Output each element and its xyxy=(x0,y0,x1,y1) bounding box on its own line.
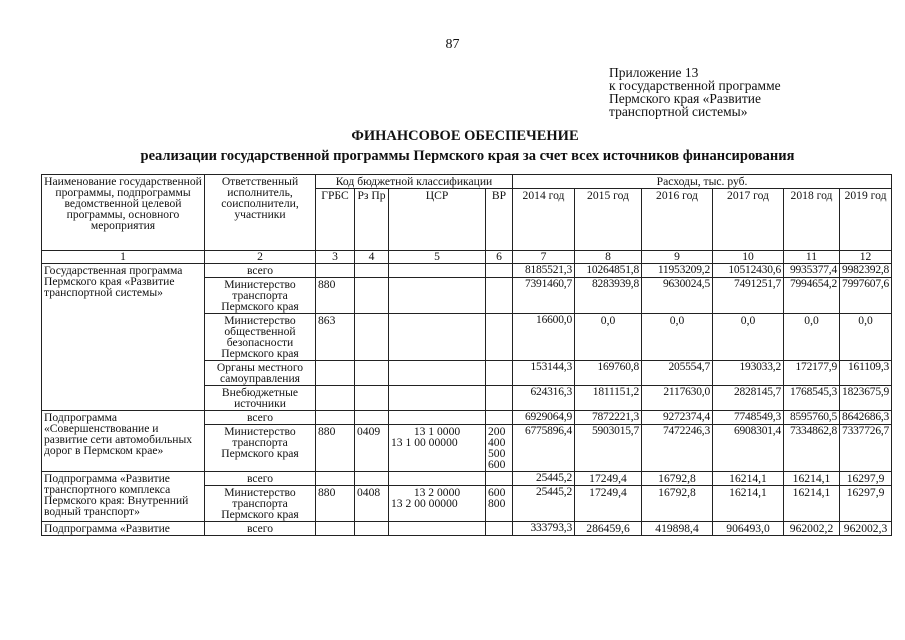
value-cell: 16214,1 xyxy=(784,486,840,522)
value-cell: 6775896,4 xyxy=(513,425,575,472)
appendix-line: Пермского края «Развитие xyxy=(609,91,761,106)
header-year-2016: 2016 год xyxy=(642,189,713,251)
value-cell: 205554,7 xyxy=(642,361,713,386)
grbs-cell: 880 xyxy=(316,425,355,472)
csr-code: 13 2 00 00000 xyxy=(391,497,458,510)
grbs-cell: 863 xyxy=(316,314,355,361)
value-cell: 161109,3 xyxy=(840,361,892,386)
value-cell: 9630024,5 xyxy=(642,278,713,314)
value-cell: 962002,3 xyxy=(840,522,892,536)
header-name: Наименование государственной программы, подпрограммы ведомственной целевой программы, основного мероприятия xyxy=(42,175,205,251)
col-index: 6 xyxy=(486,251,513,264)
document-subtitle: реализации государственной программы Пермского края за счет всех источников финансирования xyxy=(140,148,795,164)
value-cell: 8185521,3 xyxy=(513,264,575,278)
table-row xyxy=(42,522,892,536)
header-expenses: Расходы, тыс. руб. xyxy=(513,175,892,189)
header-grbs: ГРБС xyxy=(316,189,355,251)
value-cell: 193033,2 xyxy=(713,361,784,386)
value-cell: 16214,1 xyxy=(713,486,784,522)
value-cell: 169760,8 xyxy=(575,361,642,386)
value-cell: 962002,2 xyxy=(784,522,840,536)
value-cell: 1811151,2 xyxy=(575,386,642,411)
value-cell: 1823675,9 xyxy=(840,386,892,411)
col-index: 12 xyxy=(840,251,892,264)
value-cell: 0,0 xyxy=(784,314,840,361)
value-cell: 624316,3 xyxy=(513,386,575,411)
grbs-cell: 880 xyxy=(316,278,355,314)
vr-code: 200 xyxy=(488,425,506,438)
header-year-2018: 2018 год xyxy=(784,189,840,251)
value-cell: 0,0 xyxy=(840,314,892,361)
col-index: 1 xyxy=(42,251,205,264)
value-cell: 10512430,6 xyxy=(713,264,784,278)
value-cell: 8642686,3 xyxy=(840,411,892,425)
value-cell: 7491251,7 xyxy=(713,278,784,314)
vr-code: 800 xyxy=(488,497,506,510)
col-index: 5 xyxy=(389,251,486,264)
rzpr-cell: 0409 xyxy=(355,425,389,472)
value-cell: 16297,9 xyxy=(840,486,892,522)
value-cell: 333793,3 xyxy=(513,522,575,536)
appendix-line: Приложение 13 xyxy=(609,65,699,80)
value-cell: 16792,8 xyxy=(642,486,713,522)
header-year-2019: 2019 год xyxy=(840,189,892,251)
value-cell: 16792,8 xyxy=(642,472,713,486)
executor-cell: Министерство транспорта Пермского края xyxy=(205,278,316,314)
subprogram-name: Подпрограмма «Развитие xyxy=(42,522,205,536)
col-index: 11 xyxy=(784,251,840,264)
header-kbk: Код бюджетной классификации xyxy=(316,175,513,189)
vr-code: 600 xyxy=(488,458,506,471)
value-cell: 0,0 xyxy=(642,314,713,361)
rzpr-cell: 0408 xyxy=(355,486,389,522)
document-title: ФИНАНСОВОЕ ОБЕСПЕЧЕНИЕ xyxy=(351,128,579,144)
value-cell: 153144,3 xyxy=(513,361,575,386)
executor-cell: Министерство транспорта Пермского края xyxy=(205,425,316,472)
col-index: 10 xyxy=(713,251,784,264)
value-cell: 16600,0 xyxy=(513,314,575,361)
vr-code: 500 xyxy=(488,447,506,460)
executor-cell: Министерство транспорта Пермского края xyxy=(205,486,316,522)
executor-cell: всего xyxy=(205,411,316,425)
value-cell: 7391460,7 xyxy=(513,278,575,314)
col-index: 8 xyxy=(575,251,642,264)
executor-cell: всего xyxy=(205,522,316,536)
value-cell: 25445,2 xyxy=(513,472,575,486)
value-cell: 16297,9 xyxy=(840,472,892,486)
executor-cell: Органы местного самоуправления xyxy=(205,361,316,386)
value-cell: 9982392,8 xyxy=(840,264,892,278)
executor-cell: всего xyxy=(205,472,316,486)
subprogram-name: Подпрограмма «Развитие транспортного комплекса Пермского края: Внутренний водный транспорт» xyxy=(42,472,205,522)
csr-code: 13 2 0000 xyxy=(413,486,461,499)
col-index: 3 xyxy=(316,251,355,264)
financing-table xyxy=(41,174,892,536)
value-cell: 2828145,7 xyxy=(713,386,784,411)
value-cell: 10264851,8 xyxy=(575,264,642,278)
header-year-2017: 2017 год xyxy=(713,189,784,251)
value-cell: 7994654,2 xyxy=(784,278,840,314)
subprogram-name: Подпрограмма «Совершенствование и развитие сети автомобильных дорог в Пермском крае» xyxy=(42,411,205,472)
value-cell: 7997607,6 xyxy=(840,278,892,314)
header-vr: ВР xyxy=(486,189,513,251)
appendix-line: транспортной системы» xyxy=(609,104,748,119)
table-row xyxy=(42,472,892,486)
vr-code: 400 xyxy=(488,436,506,449)
csr-cell xyxy=(389,486,486,522)
value-cell: 9272374,4 xyxy=(642,411,713,425)
header-rzpr: Рз Пр xyxy=(355,189,389,251)
header-executor: Ответственный исполнитель, соисполнители, участники xyxy=(205,175,316,251)
value-cell: 5903015,7 xyxy=(575,425,642,472)
value-cell: 0,0 xyxy=(575,314,642,361)
appendix-note xyxy=(609,66,781,118)
executor-cell: Внебюджетные источники xyxy=(205,386,316,411)
value-cell: 17249,4 xyxy=(575,472,642,486)
col-index: 2 xyxy=(205,251,316,264)
col-index: 9 xyxy=(642,251,713,264)
csr-code: 13 1 0000 xyxy=(413,425,461,438)
table-row xyxy=(42,411,892,425)
vr-cell xyxy=(486,425,513,472)
vr-cell xyxy=(486,486,513,522)
value-cell: 6929064,9 xyxy=(513,411,575,425)
grbs-cell: 880 xyxy=(316,486,355,522)
col-index: 4 xyxy=(355,251,389,264)
col-index: 7 xyxy=(513,251,575,264)
table-row xyxy=(42,264,892,278)
header-year-2015: 2015 год xyxy=(575,189,642,251)
csr-code: 13 1 00 00000 xyxy=(391,436,458,449)
value-cell: 11953209,2 xyxy=(642,264,713,278)
value-cell: 9935377,4 xyxy=(784,264,840,278)
value-cell: 17249,4 xyxy=(575,486,642,522)
value-cell: 6908301,4 xyxy=(713,425,784,472)
value-cell: 25445,2 xyxy=(513,486,575,522)
value-cell: 1768545,3 xyxy=(784,386,840,411)
executor-cell: Министерство общественной безопасности Пермского края xyxy=(205,314,316,361)
header-csr: ЦСР xyxy=(389,189,486,251)
program-name: Государственная программа Пермского края «Развитие транспортной системы» xyxy=(42,264,205,411)
csr-cell xyxy=(389,425,486,472)
header-year-2014: 2014 год xyxy=(513,189,575,251)
value-cell: 0,0 xyxy=(713,314,784,361)
value-cell: 7872221,3 xyxy=(575,411,642,425)
appendix-line: к государственной программе xyxy=(609,78,781,93)
header-row xyxy=(42,175,892,189)
value-cell: 8595760,5 xyxy=(784,411,840,425)
value-cell: 172177,9 xyxy=(784,361,840,386)
column-index-row xyxy=(42,251,892,264)
value-cell: 7334862,8 xyxy=(784,425,840,472)
value-cell: 16214,1 xyxy=(784,472,840,486)
value-cell: 2117630,0 xyxy=(642,386,713,411)
value-cell: 7472246,3 xyxy=(642,425,713,472)
value-cell: 419898,4 xyxy=(642,522,713,536)
value-cell: 7748549,3 xyxy=(713,411,784,425)
executor-cell: всего xyxy=(205,264,316,278)
page-number: 87 xyxy=(445,37,460,52)
value-cell: 16214,1 xyxy=(713,472,784,486)
value-cell: 906493,0 xyxy=(713,522,784,536)
value-cell: 7337726,7 xyxy=(840,425,892,472)
value-cell: 286459,6 xyxy=(575,522,642,536)
vr-code: 600 xyxy=(488,486,506,499)
value-cell: 8283939,8 xyxy=(575,278,642,314)
